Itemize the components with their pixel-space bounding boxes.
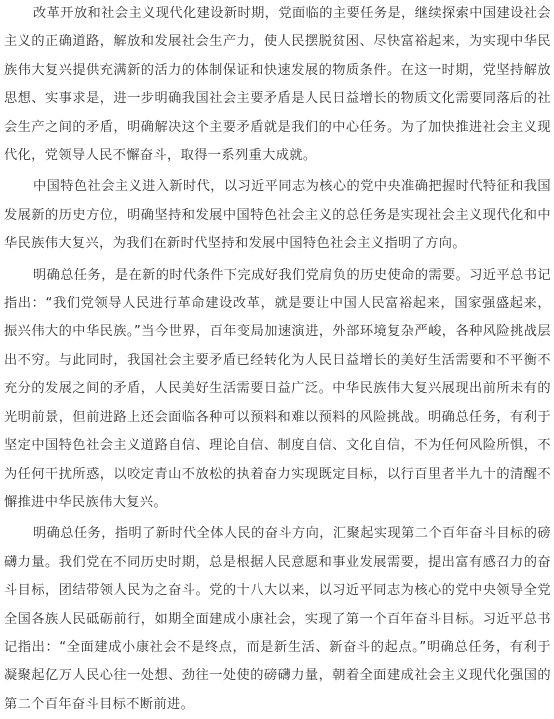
paragraph-1: 改革开放和社会主义现代化建设新时期，党面临的主要任务是，继续探索中国建设社会主义的正确道路，解放和发展社会生产力，使人民摆脱贫困、尽快富裕起来，为实现中华民族伟大复兴提供充满新的活力的体制保证和快速发展的物质条件。在这一时期，党坚持解放思想、实事求是，进一步明确我国社会主要矛盾是人民日益增长的物质文化需要同落后的社会生产之间的矛盾，明确解决这个主要矛盾就是我们的中心任务。为了加快推进社会主义现代化，党领导人民不懈奋斗，取得一系列重大成就。 [4,6,551,164]
paragraph-4: 明确总任务，指明了新时代全体人民的奋斗方向，汇聚起实现第二个百年奋斗目标的磅礴力量。我们党在不同历史时期，总是根据人民意愿和事业发展需要，提出富有感召力的奋斗目标，团结带领人民为之奋斗。党的十八大以来，以习近平同志为核心的党中央领导全党全国各族人民砥砺前行，如期全面建成小康社会，实现了第一个百年奋斗目标。习近平总书记指出：“全面建成小康社会不是终点，而是新生活、新奋斗的起点。”明确总任务，有利于凝聚起亿万人民心往一处想、劲往一处使的磅礴力量，朝着全面建成社会主义现代化强国的第二个百年奋斗目标不断前进。 [4,526,551,712]
paragraph-2: 中国特色社会主义进入新时代，以习近平同志为核心的党中央准确把握时代特征和我国发展新的历史方位，明确坚持和发展中国特色社会主义的总任务是实现社会主义现代化和中华民族伟大复兴，为我们在新时代坚持和发展中国特色社会主义指明了方向。 [4,179,551,252]
paragraph-3: 明确总任务，是在新的时代条件下完成好我们党肩负的历史使命的需要。习近平总书记指出：“我们党领导人民进行革命建设改革，就是要让中国人民富裕起来，国家强盛起来，振兴伟大的中华民族。”当今世界，百年变局加速演进，外部环境复杂严峻，各种风险挑战层出不穷。与此同时，我国社会主要矛盾已经转化为人民日益增长的美好生活需要和不平衡不充分的发展之间的矛盾，人民美好生活需要日益广泛。中华民族伟大复兴展现出前所未有的光明前景，但前进路上还会面临各种可以预料和难以预料的风险挑战。明确总任务，有利于坚定中国特色社会主义道路自信、理论自信、制度自信、文化自信，不为任何风险所惧，不为任何干扰所惑，以咬定青山不放松的执着奋力实现既定目标，以行百里者半九十的清醒不懈推进中华民族伟大复兴。 [4,267,551,510]
